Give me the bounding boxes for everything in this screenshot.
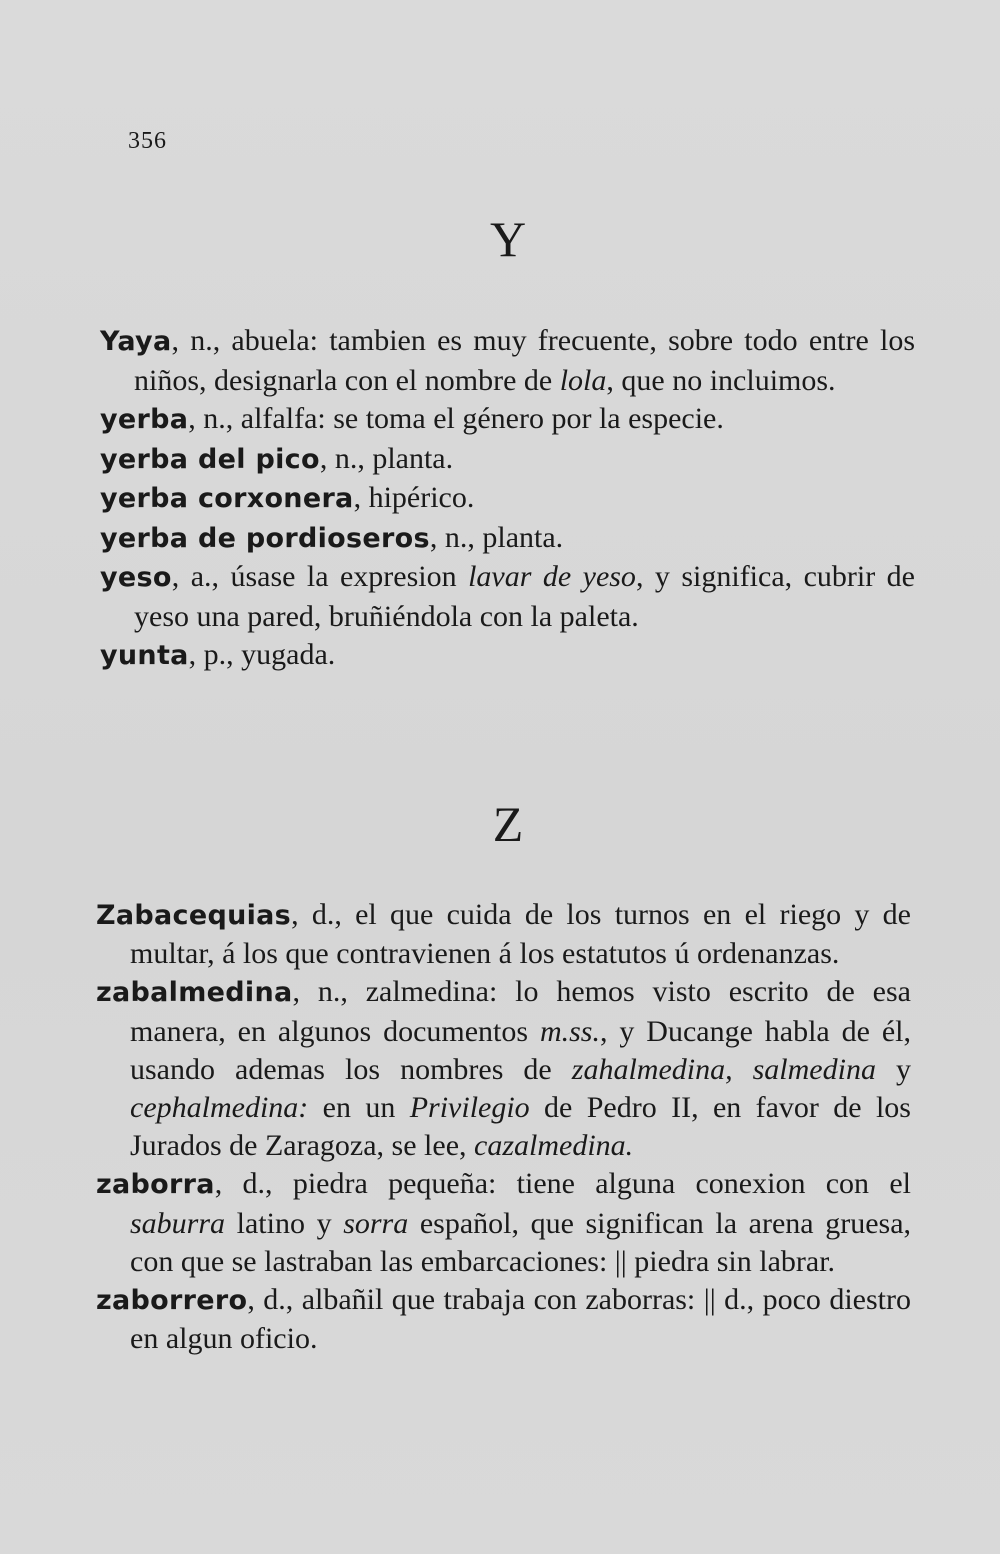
entry-headword: yerba de pordioseros xyxy=(100,522,430,554)
dictionary-entry xyxy=(100,519,915,559)
dictionary-entry xyxy=(100,636,915,676)
entry-italic-text: lavar de yeso xyxy=(468,560,636,593)
entry-text: , d., el que cuida de los turnos en el riego y de multar, á los que contravienen á los estatutos ú ordenanzas. xyxy=(130,898,911,971)
page-number: 356 xyxy=(128,128,167,154)
entry-text: , que no incluimos. xyxy=(606,363,836,397)
dictionary-entry xyxy=(100,322,915,400)
entry-text: , d., albañil que trabaja con zaborras: || d., poco diestro en algun oficio. xyxy=(130,1283,911,1356)
section-letter-z: Z xyxy=(492,796,524,852)
entry-italic-text: sorra xyxy=(343,1206,409,1240)
entry-headword: yeso xyxy=(100,562,172,593)
entry-text: , n., abuela: tambien es muy frecuente, sobre todo entre los niños, designarla con el nombre de xyxy=(134,324,915,397)
entry-text: de Pedro II, en favor de los Jurados de Zaragoza, se lee, xyxy=(130,1091,911,1163)
entry-text: , n., planta. xyxy=(429,520,564,554)
entry-italic-text: Privilegio xyxy=(409,1091,530,1125)
entry-text: , n., alfalfa: se toma el género por la especie. xyxy=(188,402,724,435)
section-letter-y: Y xyxy=(489,211,527,267)
entry-text: en un xyxy=(308,1091,410,1125)
entry-italic-text: zahalmedina, salmedina xyxy=(571,1052,876,1086)
entry-text: , p., yugada. xyxy=(188,638,336,671)
dictionary-entry xyxy=(100,400,915,440)
entry-italic-text: lola xyxy=(559,363,607,397)
entry-text: español, que significan la arena gruesa, con que se lastraban las embarcaciones: || piedra sin labrar. xyxy=(130,1206,912,1278)
entry-headword: yunta xyxy=(100,640,189,671)
entry-text: , n., zalmedina: lo hemos visto escrito de esa manera, en algunos documentos xyxy=(130,975,911,1048)
entry-headword: Zabacequias xyxy=(96,900,292,931)
entry-italic-text: m.ss. xyxy=(539,1014,600,1048)
entry-italic-text: cazalmedina. xyxy=(474,1129,634,1163)
entries-y xyxy=(100,322,915,676)
entry-headword: yerba xyxy=(100,404,189,435)
entry-text: , y significa, cubrir de yeso una pared, bruñiéndola con la paleta. xyxy=(134,560,915,633)
dictionary-entry xyxy=(96,896,911,973)
dictionary-entry xyxy=(100,558,915,636)
entry-italic-text: saburra xyxy=(130,1206,226,1240)
entry-text: latino y xyxy=(225,1206,344,1240)
dictionary-entry xyxy=(100,479,915,519)
entry-text: , n., planta. xyxy=(319,441,454,475)
dictionary-entry xyxy=(96,1281,911,1358)
entries-z xyxy=(96,896,911,1358)
dictionary-entry xyxy=(96,973,911,1165)
entry-headword: zabalmedina xyxy=(96,977,293,1009)
entry-headword: zaborrero xyxy=(96,1285,248,1317)
entry-headword: yerba del pico xyxy=(100,443,320,475)
entry-headword: yerba corxonera xyxy=(100,483,354,514)
dictionary-entry xyxy=(96,1165,911,1281)
entry-headword: Yaya xyxy=(100,326,172,357)
entry-italic-text: cephalmedina: xyxy=(130,1091,309,1125)
entry-text: , y Ducange habla de él, usando ademas los nombres de xyxy=(130,1014,911,1086)
dictionary-entry xyxy=(100,440,915,480)
entry-text: , a., úsase la expresion xyxy=(171,560,469,593)
entry-headword: zaborra xyxy=(96,1169,215,1201)
entry-text: y xyxy=(875,1052,911,1086)
entry-text: , hipérico. xyxy=(353,481,475,514)
entry-text: , d., piedra pequeña: tiene alguna conexion con el xyxy=(214,1167,911,1201)
